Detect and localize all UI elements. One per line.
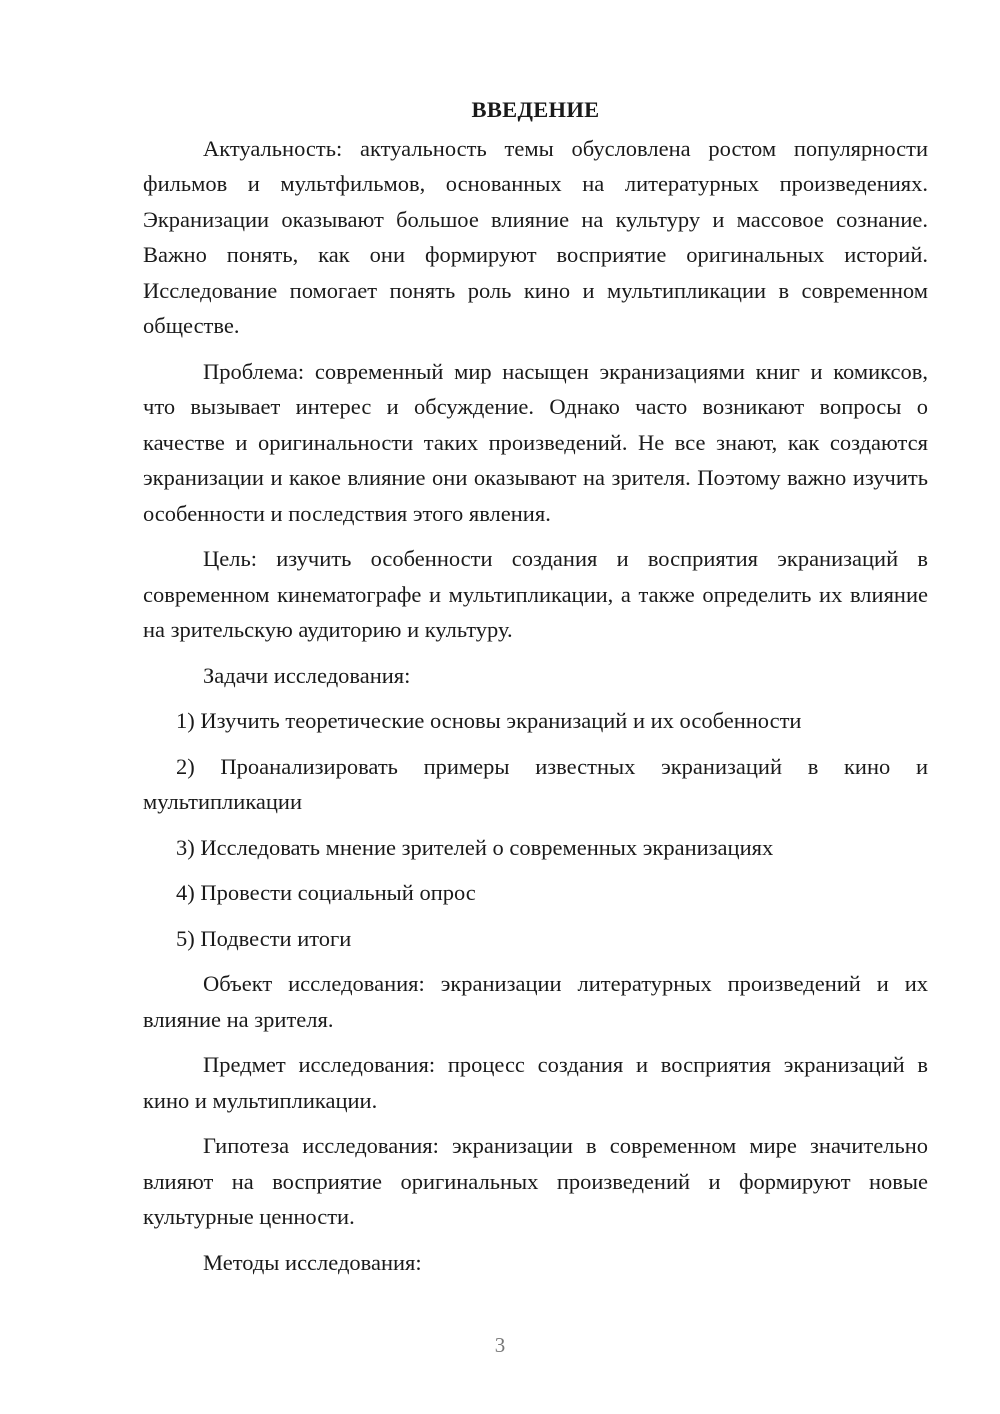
task-item: 5) Подвести итоги [176,925,352,951]
task-item: 2) Проанализировать примеры известных экранизаций в кино и мультипликации [143,753,928,814]
methods-heading: Методы исследования: [203,1249,422,1275]
task-item: 4) Провести социальный опрос [176,880,476,905]
page-number: 3 [494,1333,506,1357]
subject-paragraph: Предмет исследования: процесс создания и восприятия экранизаций в кино и мультипликации. [143,1052,928,1113]
relevance-paragraph: Актуальность: актуальность темы обусловлена ростом популярности фильмов и мультфильмов, основанных на литературных произведениях. Экранизации оказывают большое влияние на культуру и массовое сознание. Важно понять, как они формируют восприятие оригинальных историй. Исследование помогает понять роль кино и мультипликации в современном обществе. [143,135,928,338]
object-paragraph: Объект исследования: экранизации литературных произведений и их влияние на зрителя. [143,971,928,1032]
tasks-list [143,703,928,956]
hypothesis-paragraph: Гипотеза исследования: экранизации в современном мире значительно влияют на восприятие оригинальных произведений и формируют новые культурные ценности. [143,1133,928,1229]
document-page [143,92,928,1290]
task-item: 1) Изучить теоретические основы экранизаций и их особенности [176,708,802,733]
task-item: 3) Исследовать мнение зрителей о современных экранизациях [176,834,774,860]
goal-paragraph: Цель: изучить особенности создания и восприятия экранизаций в современном кинематографе и мультипликации, а также определить их влияние на зрительскую аудиторию и культуру. [143,546,928,642]
problem-paragraph: Проблема: современный мир насыщен экранизациями книг и комиксов, что вызывает интерес и обсуждение. Однако часто возникают вопросы о качестве и оригинальности таких произведений. Не все знают, как создаются экранизации и какое влияние они оказывают на зрителя. Поэтому важно изучить особенности и последствия этого явления. [143,358,928,526]
section-title: ВВЕДЕНИЕ [471,97,600,122]
tasks-heading: Задачи исследования: [203,662,411,688]
